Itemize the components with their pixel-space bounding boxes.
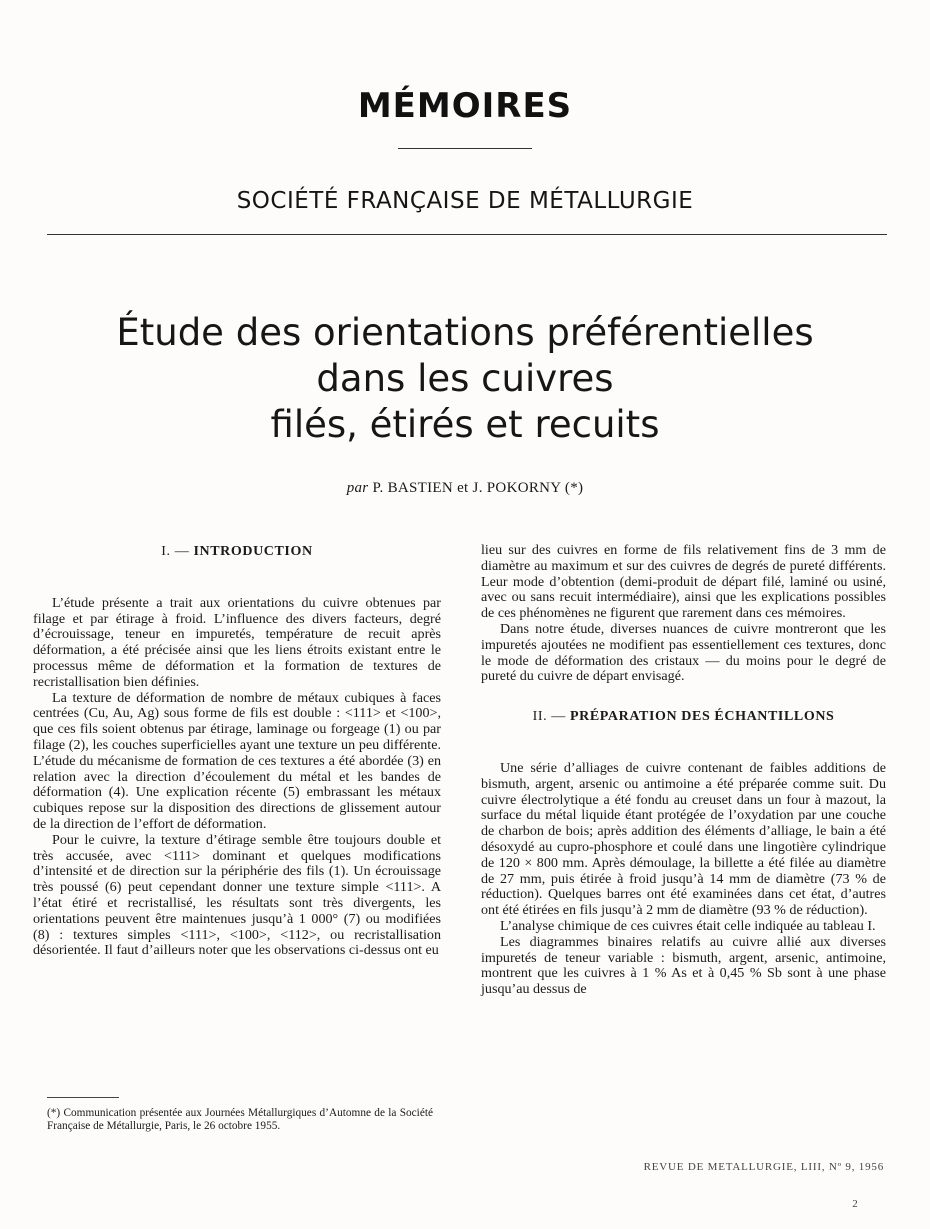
body-paragraph: L’analyse chimique de ces cuivres était celle indiquée au tableau I.	[500, 917, 876, 934]
section-heading-introduction	[33, 544, 441, 560]
journal-section-heading: MÉMOIRES	[357, 86, 573, 126]
society-rule	[47, 234, 887, 235]
byline-prefix: par	[346, 480, 369, 496]
body-paragraph: Une série d’alliages de cuivre contenant de faibles additions de bismuth, argent, arsenic ou antimoine a été préparée comme suit. Du cuivre électrolytique a été fondu au creuset dans un four à mazout, la surface du métal liquide étant protégée de l’oxydation par une couche de charbon de bois; après addition des éléments d’alliage, le bain a été désoxydé au cupro-phosphore et coulé dans une lingotière cylindrique de 120 × 800 mm. Après démoulage, la billette a été filée au diamètre de 27 mm, puis étirée à froid jusqu’à 14 mm de diamètre (73 % de réduction). Quelques barres ont été examinées dans cet état, d’autres ont été étirées en fils jusqu’à 2 mm de diamètre (93 % de réduction).	[481, 759, 886, 919]
title-line: filés, étirés et recuits	[270, 403, 660, 446]
body-paragraph: Dans notre étude, diverses nuances de cuivre montreront que les impuretés ajoutées ne modifient pas essentiellement ces textures, donc le mode de déformation des cristaux — du moins pour le degré de pureté du cuivre de départ envisagé.	[481, 620, 886, 685]
section-number: I. —	[161, 544, 190, 559]
left-column	[33, 544, 441, 959]
footnote-rule	[47, 1097, 119, 1098]
section-heading-preparation	[481, 709, 886, 725]
title-line: Étude des orientations préférentielles	[116, 311, 814, 354]
body-paragraph: Pour le cuivre, la texture d’étirage semble être toujours double et très accusée, avec <111> dominant et quelques modifications d’intensité et de direction sur la périphérie des fils (1). Un écrouissage très poussé (6) peut cependant donner une texture simple <111>. A l’état étiré et recristallisé, les résultats sont très divergents, les orientations peuvent être maintenues jusqu’à 1 000° (7) ou modifiées (8) : textures simples <111>, <100>, <112>, ou recristallisation désorientée. Il faut d’ailleurs noter que les observations ci-dessus ont eu	[33, 831, 441, 959]
section-title: PRÉPARATION DES ÉCHANTILLONS	[570, 709, 835, 725]
section-title: INTRODUCTION	[193, 544, 313, 559]
body-paragraph: lieu sur des cuivres en forme de fils relativement fins de 3 mm de diamètre au maximum et sur des cuivres de degrés de pureté différents. Leur mode d’obtention (demi-produit de départ filé, laminé ou usiné, avec ou sans recuit intermédiaire), ainsi que les explications possibles de ces phénomènes ne figurent que rarement dans ces mémoires.	[481, 542, 886, 622]
title-line: dans les cuivres	[316, 357, 614, 400]
running-footer: REVUE DE METALLURGIE, LIII, Nº 9, 1956	[643, 1161, 884, 1173]
society-name: SOCIÉTÉ FRANÇAISE DE MÉTALLURGIE	[236, 188, 694, 214]
footnote: (*) Communication présentée aux Journées Métallurgiques d’Automne de la Société Française de Métallurgie, Paris, le 26 octobre 1955.	[47, 1107, 433, 1132]
author-names: P. BASTIEN et J. POKORNY (*)	[372, 480, 584, 496]
byline	[0, 480, 930, 497]
article-title	[0, 310, 930, 448]
right-column	[481, 543, 886, 998]
heading-rule	[398, 148, 532, 149]
section-number: II. —	[532, 709, 566, 725]
body-paragraph: L’étude présente a trait aux orientations du cuivre obtenues par filage et par étirage à froid. L’influence des divers facteurs, degré d’écrouissage, teneur en impuretés, température de recuit après déformation, a été précisée ainsi que les liens étroits existant entre le processus même de déformation et la formation de textures de recristallisation bien définies.	[33, 594, 441, 690]
body-paragraph: Les diagrammes binaires relatifs au cuivre allié aux diverses impuretés de teneur variable : bismuth, argent, arsenic, antimoine, montrent que les cuivres à 1 % As et à 0,45 % Sb sont à une phase jusqu’au dessus de	[481, 933, 886, 998]
page-number: 2	[852, 1198, 858, 1210]
body-paragraph: La texture de déformation de nombre de métaux cubiques à faces centrées (Cu, Au, Ag) sous forme de fils est double : <111> et <100>, que ces fils soient obtenus par étirage, laminage ou forgeage (1) ou par filage (2), les couches superficielles ayant une texture un peu différente. L’étude du mécanisme de formation de ces textures a été abordée (3) en relation avec la direction d’écoulement du métal et les bandes de déformation (4). Une explication récente (5) embrassant les métaux cubiques repose sur la disposition des directions de glissement autour de la direction de l’effort de déformation.	[33, 689, 441, 832]
